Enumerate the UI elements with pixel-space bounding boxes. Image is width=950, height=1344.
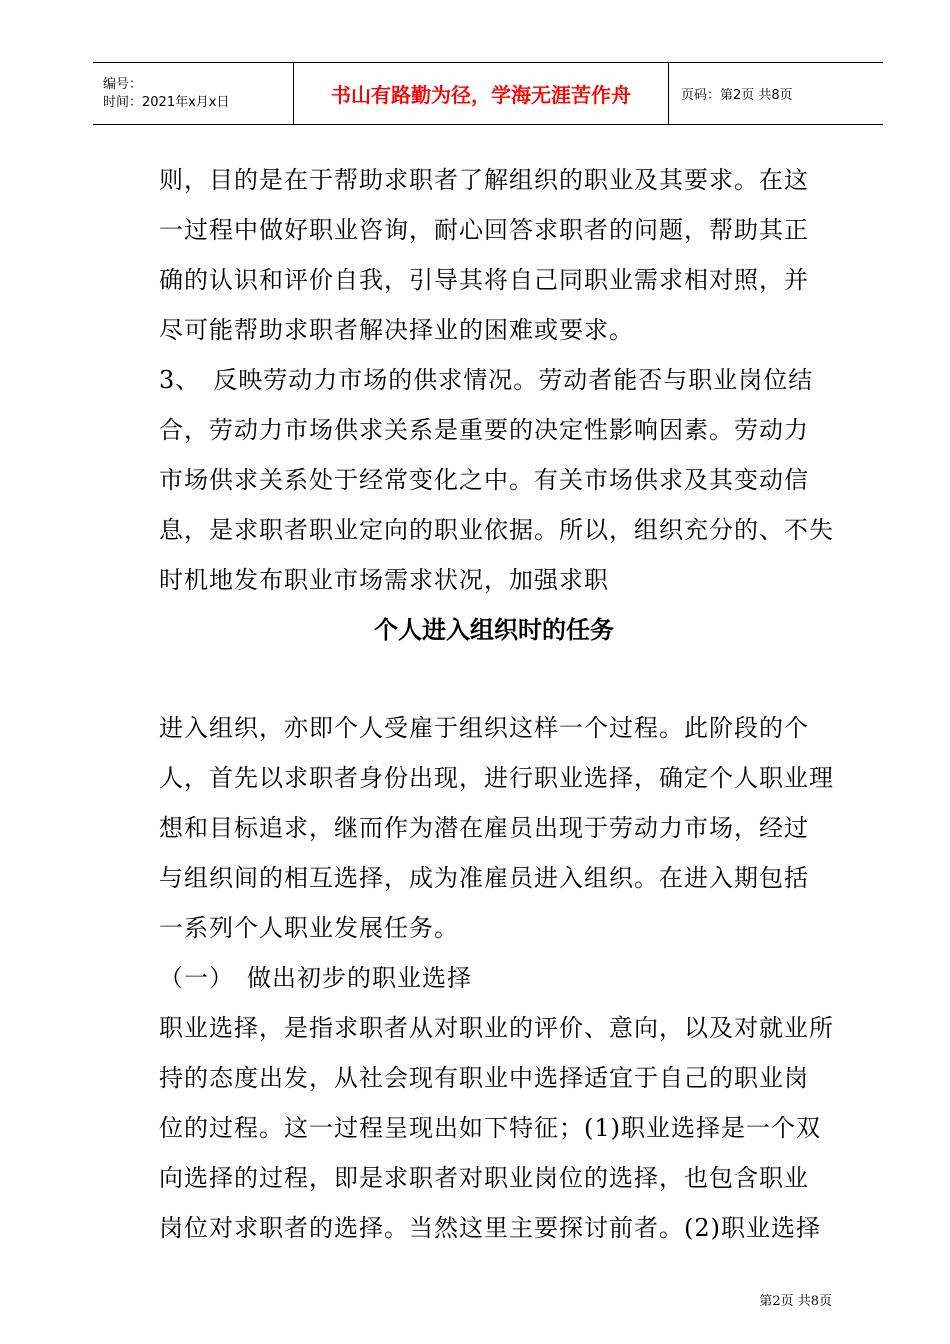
- body-line: 确的认识和评价自我，引导其将自己同职业需求相对照，并: [159, 266, 809, 294]
- body-line: 尽可能帮助求职者解决择业的困难或要求。: [159, 316, 634, 344]
- header-motto: [294, 63, 669, 124]
- body-line: 向选择的过程，即是求职者对职业岗位的选择，也包含职业: [159, 1164, 809, 1192]
- body-line: 一过程中做好职业咨询，耐心回答求职者的问题，帮助其正: [159, 216, 809, 244]
- document-body: [159, 155, 834, 1253]
- header-page-number: 页码：第2页 共8页: [681, 88, 793, 103]
- body-line: 想和目标追求，继而作为潜在雇员出现于劳动力市场，经过: [159, 814, 809, 842]
- body-line: 与组织间的相互选择，成为准雇员进入组织。在进入期包括: [159, 864, 809, 892]
- page-header: [93, 62, 883, 125]
- body-line: 则，目的是在于帮助求职者了解组织的职业及其要求。在这: [159, 166, 809, 194]
- subsection-heading: （一） 做出初步的职业选择: [159, 964, 472, 992]
- body-line: 3、 反映劳动力市场的供求情况。劳动者能否与职业岗位结: [159, 366, 814, 394]
- body-line: 一系列个人职业发展任务。: [159, 914, 459, 942]
- document-time-label: 时间：2021年x月x日: [103, 94, 230, 110]
- body-line: 时机地发布职业市场需求状况，加强求职: [159, 566, 609, 594]
- spacer: [159, 655, 829, 703]
- body-line: 位的过程。这一过程呈现出如下特征；(1)职业选择是一个双: [159, 1114, 821, 1142]
- header-meta: [93, 63, 294, 124]
- motto-text: 书山有路勤为径，学海无涯苦作舟: [331, 83, 631, 107]
- body-line: 市场供求关系处于经常变化之中。有关市场供求及其变动信: [159, 466, 809, 494]
- body-line: 合，劳动力市场供求关系是重要的决定性影响因素。劳动力: [159, 416, 809, 444]
- page-footer: [759, 1290, 832, 1309]
- document-number-label: 编号：: [103, 76, 143, 92]
- body-line: 职业选择，是指求职者从对职业的评价、意向，以及对就业所: [159, 1014, 834, 1042]
- body-line: 持的态度出发，从社会现有职业中选择适宜于自己的职业岗: [159, 1064, 809, 1092]
- header-page-info: [669, 63, 883, 124]
- body-line: 人，首先以求职者身份出现，进行职业选择，确定个人职业理: [159, 764, 834, 792]
- body-line: 进入组织，亦即个人受雇于组织这样一个过程。此阶段的个: [159, 714, 809, 742]
- footer-page-number: 第2页 共8页: [759, 1294, 832, 1309]
- section-heading: 个人进入组织时的任务: [374, 616, 614, 644]
- body-line: 岗位对求职者的选择。当然这里主要探讨前者。(2)职业选择: [159, 1214, 821, 1242]
- body-line: 息，是求职者职业定向的职业依据。所以，组织充分的、不失: [159, 516, 834, 544]
